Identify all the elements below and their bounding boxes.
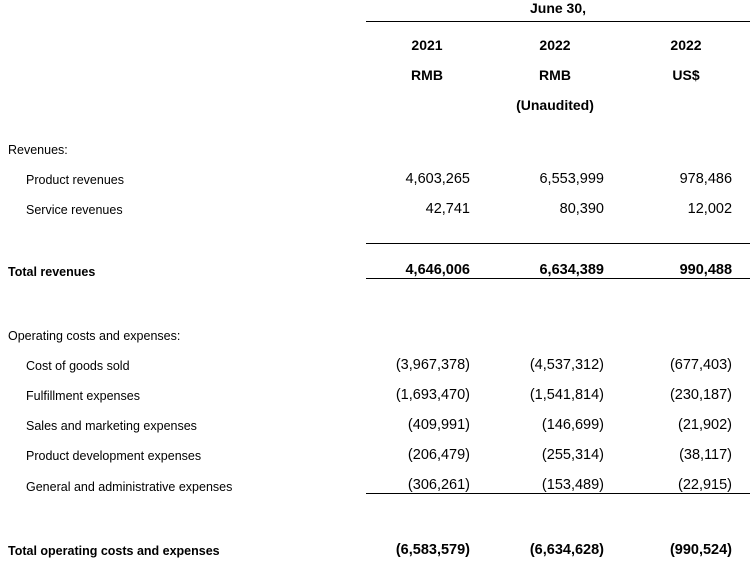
table-row [0,433,750,463]
row-value-product-revenues-2022-rmb: 6,553,999 [539,171,604,187]
row-value-total-revenues-2022-rmb: 6,634,389 [488,244,622,279]
year-header-2021: 2021 [411,37,443,53]
row-value-product-dev-2022-usd: (38,117) [679,447,733,463]
empty-cell [488,313,622,343]
year-header-2022-rmb: 2022 [539,37,571,53]
currency-header-row [0,53,750,83]
section-title-operating-costs: Operating costs and expenses: [8,329,181,343]
section-title-row [0,313,750,343]
table-row [0,373,750,403]
table-row [0,157,750,187]
year-header-2022-usd: 2022 [670,37,702,53]
unaudited-note-right [622,83,750,113]
table-row [0,187,750,217]
row-value-service-revenues-2022-rmb: 80,390 [559,201,604,217]
row-value-product-dev-2021: (206,479) [407,447,470,463]
spacer [0,113,750,127]
spacer [0,494,750,525]
group-header-label: June 30, [366,0,750,22]
section-title-revenues: Revenues: [8,143,68,157]
group-header-spacer [0,0,366,22]
unaudited-note-left [366,83,488,113]
unaudited-note: (Unaudited) [516,97,594,113]
total-operating-costs-row [0,524,750,558]
row-label-product-development: Product development expenses [26,449,202,463]
row-value-product-revenues-2021: 4,603,265 [405,171,470,187]
total-revenues-row [0,244,750,279]
row-value-ga-2022-usd: (22,915) [622,463,750,494]
unaudited-note-spacer [0,83,366,113]
year-header-spacer [0,22,366,54]
row-value-service-revenues-2021: 42,741 [425,201,470,217]
row-value-total-operating-2022-rmb: (6,634,628) [529,542,604,558]
table-row [0,403,750,433]
row-value-sales-marketing-2022-rmb: (146,699) [541,417,604,433]
empty-cell [366,313,488,343]
section-title-row [0,127,750,157]
row-value-service-revenues-2022-usd: 12,002 [687,201,733,217]
row-value-fulfillment-2022-usd: (230,187) [669,387,733,403]
currency-header-rmb-2021: RMB [411,67,443,83]
row-label-cost-of-goods-sold: Cost of goods sold [26,359,130,373]
currency-header-usd-2022: US$ [672,67,700,83]
spacer [0,217,750,244]
row-label-general-administrative: General and administrative expenses [26,479,233,494]
currency-header-rmb-2022: RMB [539,67,571,83]
row-value-ga-2022-rmb: (153,489) [488,463,622,494]
group-header-row [0,0,750,22]
row-value-total-operating-2022-usd: (990,524) [669,542,733,558]
row-label-total-operating-costs: Total operating costs and expenses [8,544,220,558]
row-label-sales-and-marketing: Sales and marketing expenses [26,419,197,433]
empty-cell [622,313,750,343]
row-value-cogs-2022-usd: (677,403) [669,357,733,373]
row-value-fulfillment-2022-rmb: (1,541,814) [529,387,604,403]
row-label-service-revenues: Service revenues [26,203,123,217]
row-label-total-revenues: Total revenues [8,264,96,279]
row-value-ga-2021: (306,261) [366,463,488,494]
table-row [0,463,750,494]
year-header-row [0,22,750,54]
spacer [0,279,750,314]
row-value-total-operating-2021: (6,583,579) [395,542,470,558]
empty-cell [622,127,750,157]
row-label-fulfillment-expenses: Fulfillment expenses [26,389,140,403]
empty-cell [488,127,622,157]
row-value-fulfillment-2021: (1,693,470) [395,387,470,403]
unaudited-note-row [0,83,750,113]
empty-cell [366,127,488,157]
currency-header-spacer [0,53,366,83]
row-value-product-revenues-2022-usd: 978,486 [679,171,733,187]
row-value-product-dev-2022-rmb: (255,314) [541,447,604,463]
row-value-total-revenues-2021: 4,646,006 [366,244,488,279]
row-label-product-revenues: Product revenues [26,173,124,187]
row-value-sales-marketing-2022-usd: (21,902) [678,417,733,433]
row-value-total-revenues-2022-usd: 990,488 [622,244,750,279]
table-row [0,343,750,373]
row-value-cogs-2022-rmb: (4,537,312) [529,357,604,373]
row-value-sales-marketing-2021: (409,991) [407,417,470,433]
row-value-cogs-2021: (3,967,378) [395,357,470,373]
